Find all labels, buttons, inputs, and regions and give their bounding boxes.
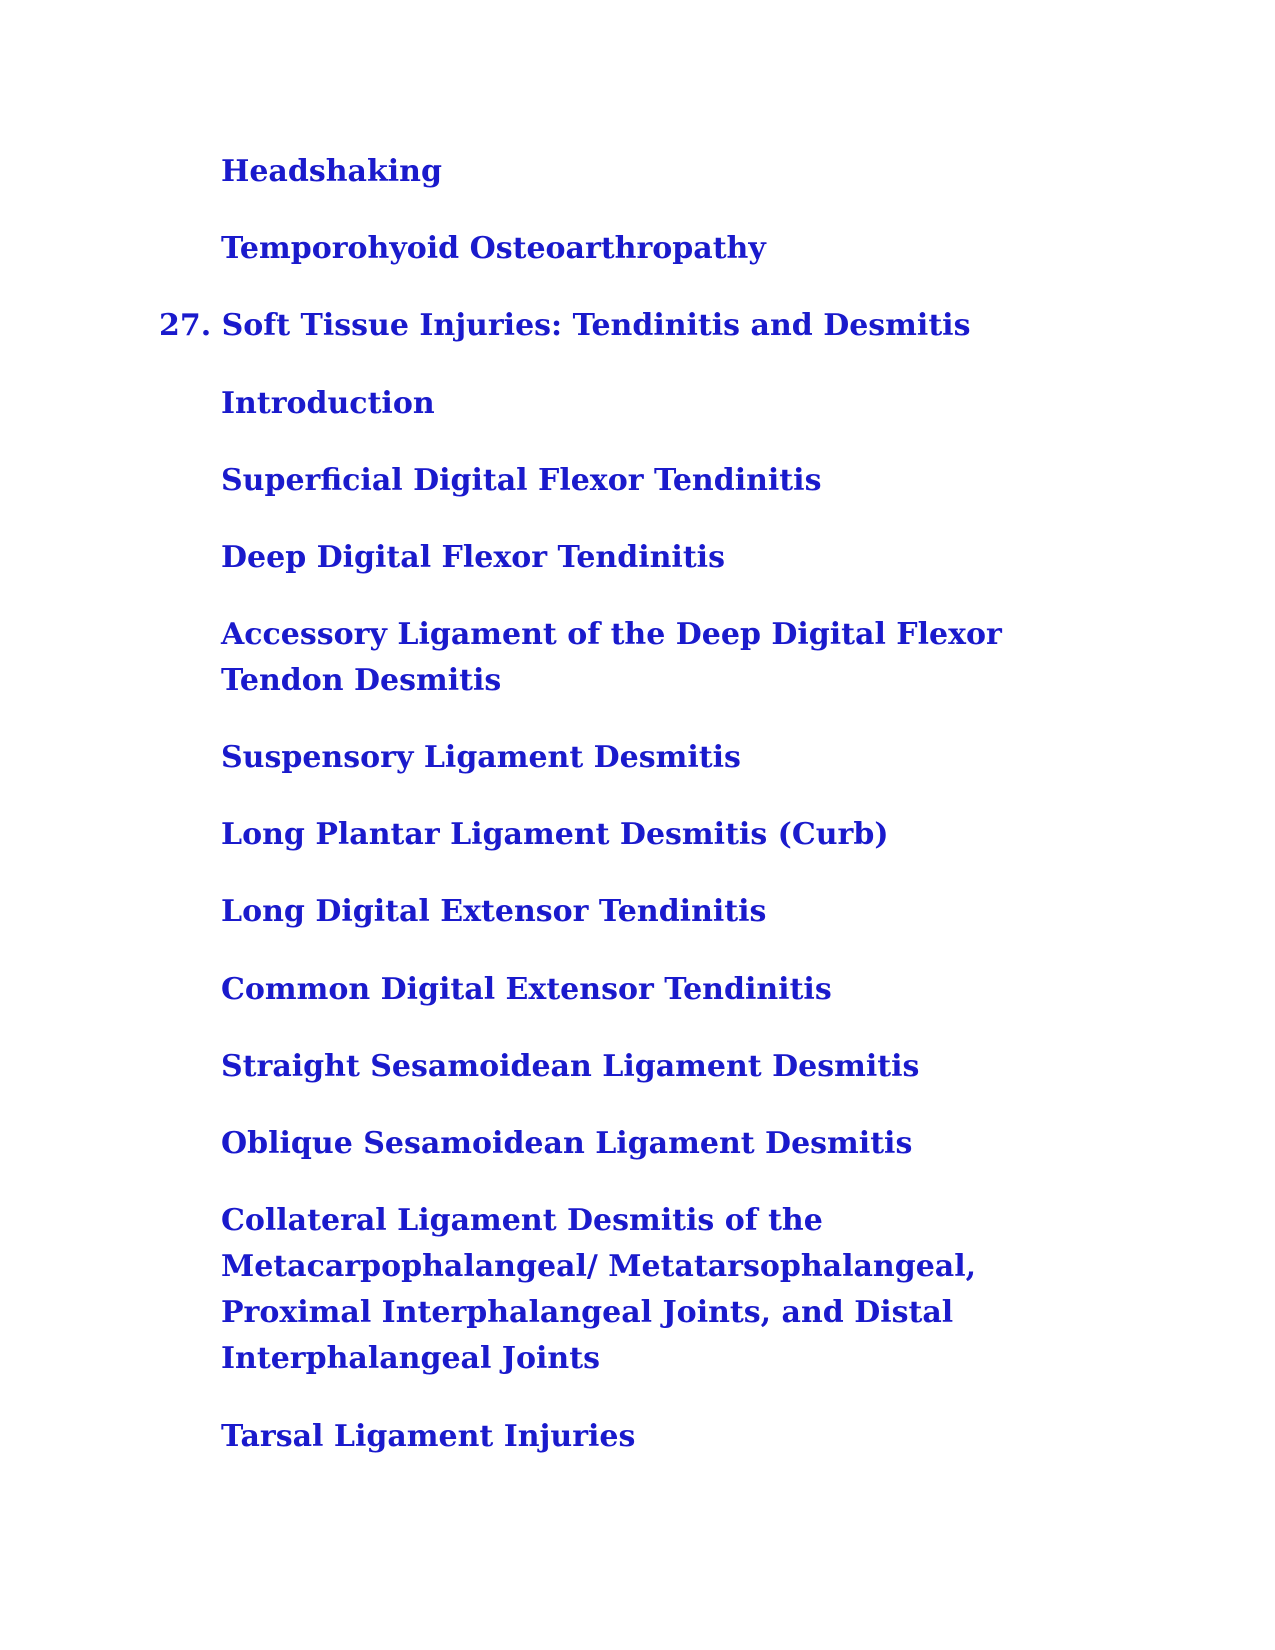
- toc-link-collateral-ligament-desmitis[interactable]: Collateral Ligament Desmitis of the Metacarpophalangeal/ Metatarsophalangeal, Proximal Interphalangeal Joints, and Distal Interphalangeal Joints: [221, 1203, 977, 1376]
- toc-link-accessory-ligament-ddft-desmitis[interactable]: Accessory Ligament of the Deep Digital Flexor Tendon Desmitis: [221, 617, 1002, 698]
- toc-link-superficial-digital-flexor-tendinitis[interactable]: Superficial Digital Flexor Tendinitis: [221, 463, 822, 498]
- toc-link-suspensory-ligament-desmitis[interactable]: Suspensory Ligament Desmitis: [221, 740, 741, 775]
- toc-chapter-27-soft-tissue-injuries[interactable]: 27. Soft Tissue Injuries: Tendinitis and Desmitis: [159, 308, 971, 343]
- toc-link-tarsal-ligament-injuries[interactable]: Tarsal Ligament Injuries: [221, 1419, 636, 1454]
- toc-link-oblique-sesamoidean-ligament-desmitis[interactable]: Oblique Sesamoidean Ligament Desmitis: [221, 1126, 913, 1161]
- toc-link-long-plantar-ligament-desmitis[interactable]: Long Plantar Ligament Desmitis (Curb): [221, 817, 889, 852]
- toc-link-introduction[interactable]: Introduction: [221, 386, 435, 421]
- toc-link-temporohyoid-osteoarthropathy[interactable]: Temporohyoid Osteoarthropathy: [221, 231, 766, 266]
- toc-link-straight-sesamoidean-ligament-desmitis[interactable]: Straight Sesamoidean Ligament Desmitis: [221, 1049, 920, 1084]
- toc-link-long-digital-extensor-tendinitis[interactable]: Long Digital Extensor Tendinitis: [221, 894, 767, 929]
- toc-link-headshaking[interactable]: Headshaking: [221, 154, 442, 189]
- toc-link-common-digital-extensor-tendinitis[interactable]: Common Digital Extensor Tendinitis: [221, 972, 832, 1007]
- toc-link-deep-digital-flexor-tendinitis[interactable]: Deep Digital Flexor Tendinitis: [221, 540, 725, 575]
